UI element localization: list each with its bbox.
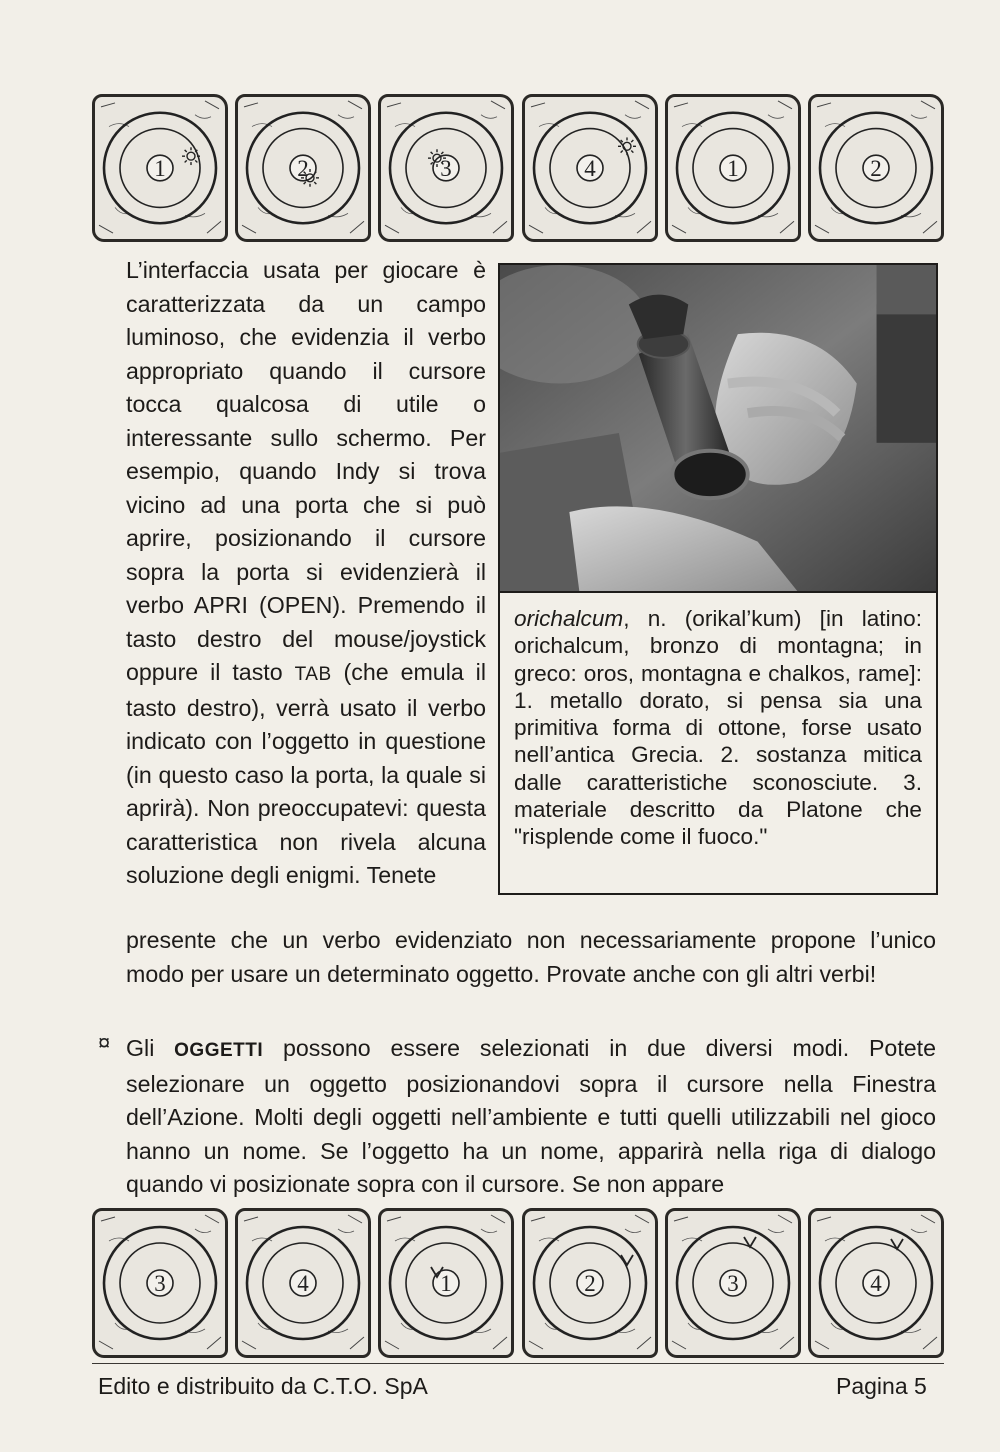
- top-tile-2: [235, 94, 371, 242]
- disc-emblem: [95, 1211, 225, 1355]
- disc-emblem: [668, 97, 798, 239]
- disc-emblem: [381, 1211, 511, 1355]
- orichalcum-definition: [498, 593, 938, 895]
- column-text-part2: (che emula il tasto destro), verrà usato il verbo indicato con l’oggetto in questione (in questo caso la porta, la quale si aprirà). Non preoccupatevi: questa caratteristica non rivela alcuna soluzione degli enigmi. Tenete: [126, 659, 486, 888]
- page-number: Pagina 5: [836, 1373, 927, 1399]
- disc-emblem: [95, 97, 225, 239]
- disc-emblem: [811, 1211, 941, 1355]
- bottom-tile-6: [808, 1208, 944, 1358]
- continuation-paragraph: [126, 924, 936, 991]
- column-paragraph: [126, 254, 486, 893]
- disc-numeral: 2: [583, 1271, 596, 1296]
- disc-numeral: 4: [297, 1271, 309, 1296]
- disc-emblem: [381, 97, 511, 239]
- bottom-tile-3: [378, 1208, 514, 1358]
- column-text-part1: L’interfaccia usata per giocare è caratterizzata da un campo luminoso, che evidenzia il verbo appropriato quando il cursore tocca qualcosa di utile o interessante sullo schermo. Per esempio, quando Indy si trova vicino ad una porta che si può aprire, posizionando il cursore sopra la porta si evidenzierà il verbo APRI (OPEN). Premendo il tasto destro del mouse/joystick oppure il tasto: [126, 257, 486, 685]
- orichalcum-photo: [498, 263, 938, 593]
- objects-paragraph: [126, 1032, 936, 1202]
- footer-rule: [92, 1363, 944, 1364]
- bullet-symbol: ¤: [98, 1030, 111, 1055]
- definition-term: orichalcum: [514, 606, 624, 631]
- disc-numeral: 4: [583, 156, 596, 181]
- bottom-disc-tiles: [92, 1208, 944, 1358]
- disc-emblem: [811, 97, 941, 239]
- top-tile-5: [665, 94, 801, 242]
- continuation-text: presente che un verbo evidenziato non necessariamente propone l’unico modo per usare un determinato oggetto. Provate anche con gli altri verbi!: [126, 927, 936, 987]
- disc-numeral: 1: [154, 156, 166, 181]
- disc-emblem: [238, 1211, 368, 1355]
- bottom-tile-1: [92, 1208, 228, 1358]
- disc-emblem: [238, 97, 368, 239]
- objects-keyword: OGGETTI: [174, 1040, 264, 1061]
- definition-text: , n. (orikal’kum) [in latino: orichalcum, bronzo di montagna; in greco: oros, montagna e chalkos, rame]: 1. metallo dorato, si pensa sia una primitiva forma di ottone, forse usato nell’antica Grecia. 2. sostanza mitica dalle caratteristiche sconosciute. 3. materiale descritto da Platone che "risplende come il fuoco.": [514, 606, 922, 850]
- disc-numeral: 3: [440, 156, 453, 181]
- disc-emblem: [668, 1211, 798, 1355]
- disc-numeral: 3: [154, 1271, 166, 1296]
- publisher-credit: Edito e distribuito da C.T.O. SpA: [98, 1373, 428, 1399]
- top-tile-1: [92, 94, 228, 242]
- disc-numeral: 3: [727, 1271, 739, 1296]
- bottom-tile-4: [522, 1208, 658, 1358]
- objects-text-before: Gli: [126, 1035, 175, 1061]
- bottom-tile-5: [665, 1208, 801, 1358]
- disc-numeral: 4: [870, 1271, 882, 1296]
- top-disc-tiles: [92, 94, 944, 242]
- bottom-tile-2: [235, 1208, 371, 1358]
- disc-numeral: 1: [440, 1271, 453, 1296]
- objects-text-after: possono essere selezionati in due diversi modi. Potete selezionare un oggetto posizionandovi sopra il cursore nella Finestra dell’Azione. Molti degli oggetti nell’ambiente e tutti quelli utilizzabili nel gioco hanno un nome. Se l’oggetto ha un nome, apparirà nella riga di dialogo quando vi posizionate sopra con il cursore. Se non appare: [126, 1035, 936, 1197]
- tab-key-label: TAB: [294, 664, 332, 685]
- top-tile-3: [378, 94, 514, 242]
- disc-emblem: [525, 1211, 655, 1355]
- top-tile-6: [808, 94, 944, 242]
- disc-numeral: 2: [297, 156, 309, 181]
- disc-numeral: 2: [870, 156, 882, 181]
- disc-numeral: 1: [726, 156, 739, 181]
- top-tile-4: [522, 94, 658, 242]
- disc-emblem: [525, 97, 655, 239]
